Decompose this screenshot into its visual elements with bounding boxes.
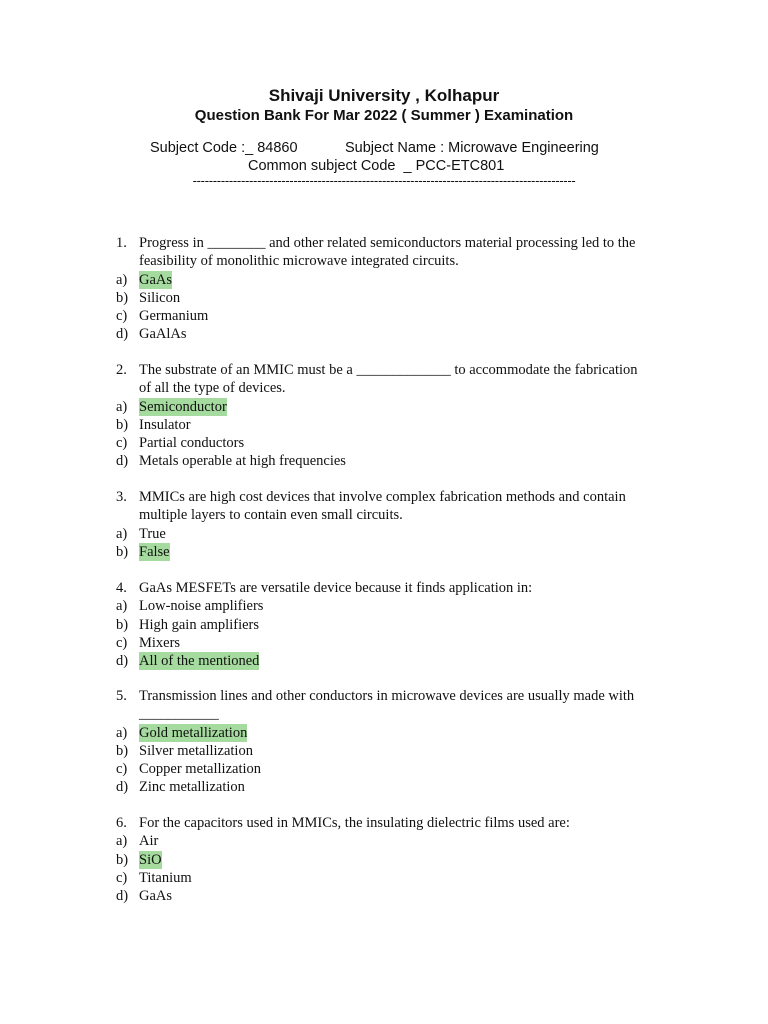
correct-answer-highlight: All of the mentioned [139,653,260,670]
option-label: c) [116,308,128,325]
option-text: Copper metallization [139,761,262,778]
correct-answer-highlight: False [139,543,170,560]
option-text: Germanium [139,308,209,325]
option-a [0,271,768,289]
option-label: d) [116,326,129,343]
option-d [0,325,768,343]
question-number: 2. [116,362,127,378]
option-label: b) [116,851,129,868]
option-label: b) [116,289,129,306]
option-text: Partial conductors [139,435,245,452]
question-number: 6. [116,815,127,831]
option-text: GaAs [139,888,173,905]
correct-answer-highlight: Semiconductor [139,398,227,415]
question-2 [0,361,768,471]
option-text: Metals operable at high frequencies [139,453,346,470]
subject-code: Subject Code :_ 84860 [150,140,298,156]
option-a [0,832,768,850]
option-a [0,525,768,543]
option-label: a) [116,598,128,615]
subject-name: Subject Name : Microwave Engineering [345,140,599,156]
option-text: Low-noise amplifiers [139,598,264,615]
option-label: b) [116,616,129,633]
question-text: multiple layers to contain even small circuits. [139,507,403,524]
option-label: d) [116,653,129,670]
option-label: a) [116,271,128,288]
option-b [0,416,768,434]
question-text: ___________ [139,706,219,723]
option-label: c) [116,869,128,886]
question-text: Progress in ________ and other related semiconductors material processing led to the [139,235,636,251]
option-text: High gain amplifiers [139,616,260,633]
question-number: 4. [116,580,127,596]
question-text: of all the type of devices. [139,380,286,397]
question-number: 3. [116,489,127,505]
common-subject-code: Common subject Code _ PCC-ETC801 [248,158,505,174]
option-b [0,851,768,869]
option-label: a) [116,525,128,542]
option-a [0,398,768,416]
document-header [0,86,768,126]
correct-answer-highlight: GaAs [139,271,173,288]
option-b [0,616,768,634]
option-a [0,597,768,615]
option-label: d) [116,888,129,905]
option-a [0,724,768,742]
option-label: c) [116,435,128,452]
option-label: b) [116,416,129,433]
option-b [0,289,768,307]
option-label: b) [116,742,129,759]
option-c [0,634,768,652]
university-title: Shivaji University , Kolhapur [268,86,500,105]
option-label: c) [116,761,128,778]
option-d [0,452,768,470]
option-label: d) [116,453,129,470]
correct-answer-highlight: SiO [139,851,162,868]
question-number: 1. [116,235,127,251]
question-text: feasibility of monolithic microwave integrated circuits. [139,253,459,270]
option-text: True [139,525,166,542]
option-label: a) [116,724,128,741]
question-text: For the capacitors used in MMICs, the insulating dielectric films used are: [139,815,570,831]
option-label: b) [116,543,129,560]
option-text: Titanium [139,869,192,886]
option-c [0,434,768,452]
question-bank-title: Question Bank For Mar 2022 ( Summer ) Examination [194,107,574,124]
option-label: a) [116,398,128,415]
option-text: Zinc metallization [139,779,245,796]
option-d [0,778,768,796]
option-text: Silicon [139,289,181,306]
question-text: MMICs are high cost devices that involve complex fabrication methods and contain [139,489,626,505]
option-d [0,652,768,670]
question-number: 5. [116,688,127,704]
header-divider: ----------------------------------------------------------------------------------------------- [192,173,576,188]
question-text: The substrate of an MMIC must be a _____________ to accommodate the fabrication [139,362,638,378]
option-text: Silver metallization [139,742,253,759]
question-3 [0,488,768,561]
option-c [0,307,768,325]
question-6 [0,814,768,905]
correct-answer-highlight: Gold metallization [139,724,248,741]
option-text: Mixers [139,634,181,651]
question-1 [0,234,768,344]
option-label: d) [116,779,129,796]
question-text: Transmission lines and other conductors in microwave devices are usually made with [139,688,635,704]
option-text: GaAlAs [139,326,187,343]
option-text: Air [139,833,159,850]
option-b [0,543,768,561]
option-label: a) [116,833,128,850]
option-c [0,869,768,887]
option-label: c) [116,634,128,651]
option-text: Insulator [139,416,191,433]
question-4 [0,579,768,670]
option-c [0,760,768,778]
question-5 [0,687,768,797]
option-d [0,887,768,905]
question-text: GaAs MESFETs are versatile device because it finds application in: [139,580,533,596]
option-b [0,742,768,760]
